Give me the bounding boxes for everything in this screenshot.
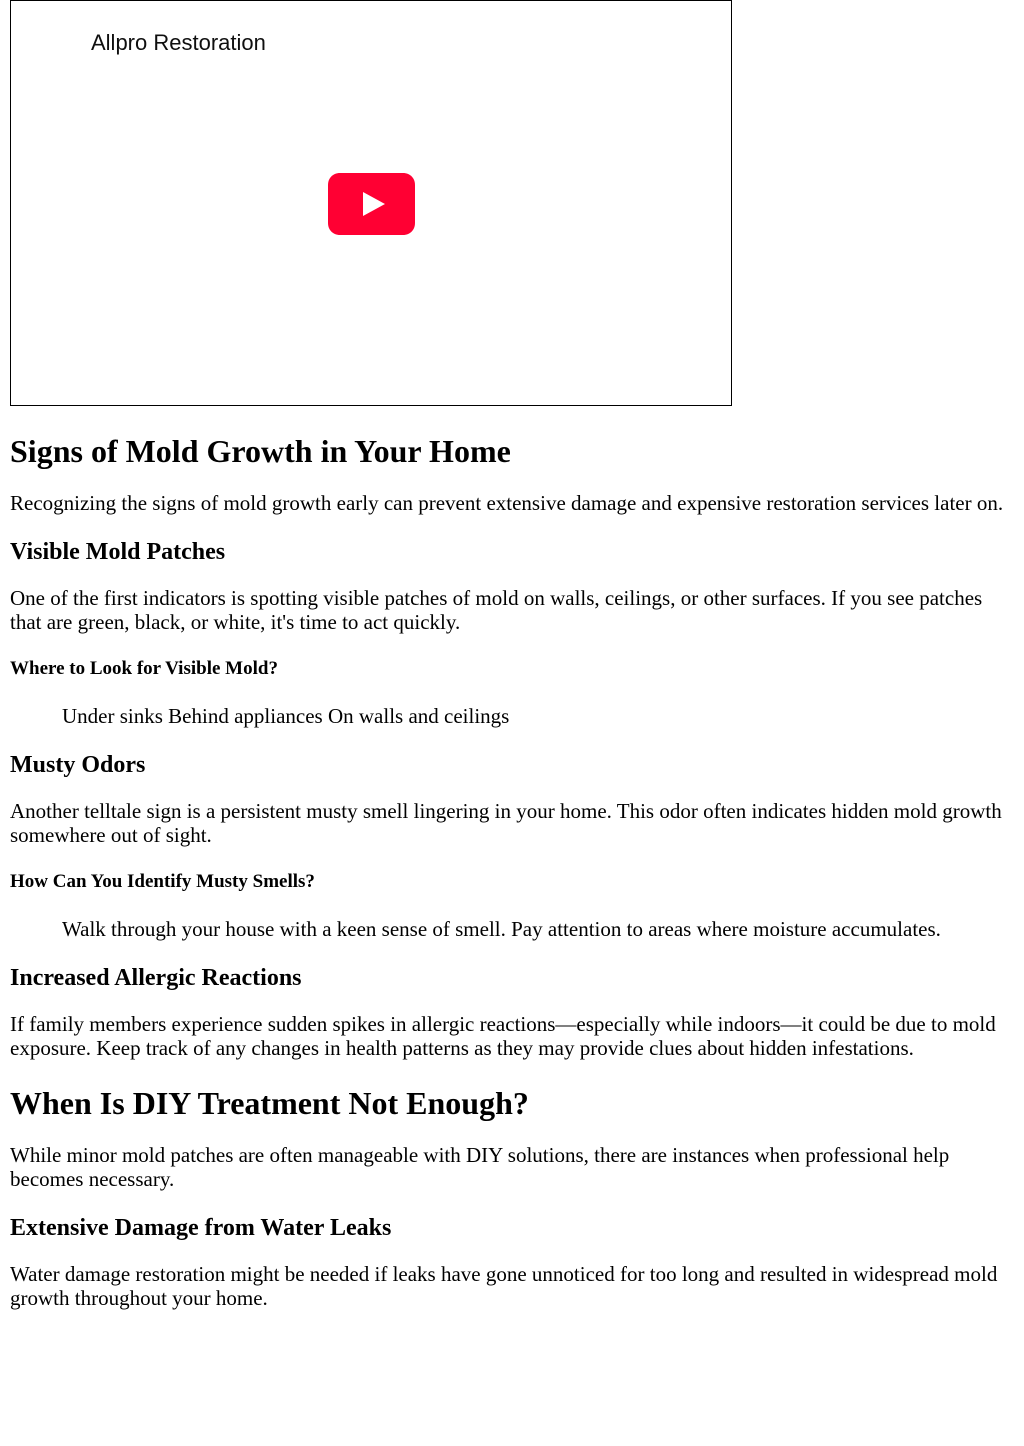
list-item: Walk through your house with a keen sense of smell. Pay attention to areas where moisture accumulates. [62,917,941,941]
identify-smells-list [10,917,1014,941]
list-item: Under sinks [62,704,163,728]
play-button-graphic [328,173,415,235]
musty-odors-paragraph: Another telltale sign is a persistent musty smell lingering in your home. This odor often indicates hidden mold growth somewhere out of sight. [10,799,1002,847]
allergic-reactions-paragraph: If family members experience sudden spikes in allergic reactions—especially while indoors—it could be due to mold exposure. Keep track of any changes in health patterns as they may provide clues about hidden infestations. [10,1012,996,1060]
list-item: On walls and ceilings [327,704,510,728]
visible-patches-paragraph: One of the first indicators is spotting visible patches of mold on walls, ceilings, or other surfaces. If you see patches that are green, black, or white, it's time to act quickly. [10,586,983,634]
heading-where-to-look: Where to Look for Visible Mold? [10,658,278,679]
diy-intro-paragraph: While minor mold patches are often manageable with DIY solutions, there are instances when professional help becomes necessary. [10,1143,950,1191]
heading-water-leaks: Extensive Damage from Water Leaks [10,1215,392,1241]
video-channel-title[interactable]: Allpro Restoration [91,30,266,55]
heading-visible-mold-patches: Visible Mold Patches [10,539,226,565]
where-to-look-list [10,704,1014,728]
heading-identify-musty-smells: How Can You Identify Musty Smells? [10,871,315,892]
water-leaks-paragraph: Water damage restoration might be needed if leaks have gone unnoticed for too long and resulted in widespread mold growth throughout your home. [10,1262,998,1310]
video-embed[interactable] [10,0,732,406]
heading-allergic-reactions: Increased Allergic Reactions [10,965,302,991]
heading-diy-not-enough: When Is DIY Treatment Not Enough? [10,1085,529,1121]
youtube-play-icon[interactable] [328,173,415,235]
heading-musty-odors: Musty Odors [10,752,146,778]
heading-signs-of-mold: Signs of Mold Growth in Your Home [10,433,511,469]
signs-intro-paragraph: Recognizing the signs of mold growth early can prevent extensive damage and expensive restoration services later on. [10,491,1004,515]
list-item: Behind appliances [168,704,323,728]
